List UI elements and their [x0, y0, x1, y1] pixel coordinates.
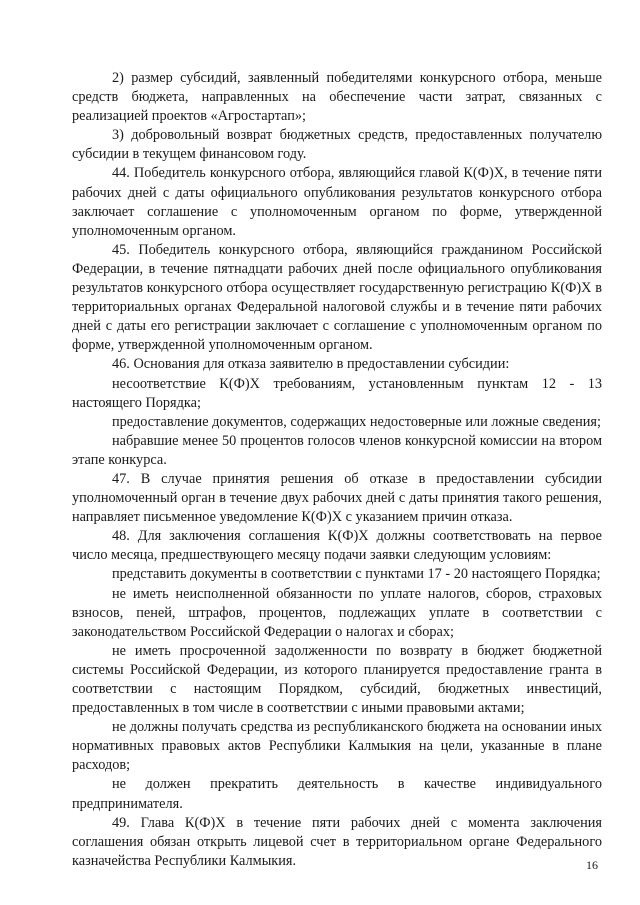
paragraph-47: 47. В случае принятия решения об отказе в предоставлении субсидии уполномоченный орган в течение двух рабочих дней с даты принятия такого решения, направляет письменное уведомление К(Ф)Х с указанием причин отказа. — [72, 470, 602, 526]
paragraph-46-item-2: предоставление документов, содержащих недостоверные или ложные сведения; — [112, 413, 601, 430]
paragraph-48-item-2: не иметь неисполненной обязанности по уплате налогов, сборов, страховых взносов, пеней, штрафов, процентов, подлежащих уплате в соответствии с законодательством Российской Федерации о налогах и сборах; — [72, 585, 602, 640]
paragraph-49: 49. Глава К(Ф)Х в течение пяти рабочих дней с момента заключения соглашения обязан открыть лицевой счет в территориальном органе Федерального казначейства Республики Калмыкия. — [72, 814, 602, 869]
paragraph-48: 48. Для заключения соглашения К(Ф)Х должны соответствовать на первое число месяца, предшествующего месяцу подачи заявки следующим условиям: — [72, 528, 602, 564]
document-body — [72, 69, 602, 871]
paragraph-45: 45. Победитель конкурсного отбора, являющийся гражданином Российской Федерации, в течение пятнадцати рабочих дней после официального опубликования результатов конкурсного отбора осуществляет государственную регистрацию К(Ф)Х в территориальных органах Федеральной налоговой службы и в течение пяти рабочих дней с даты его регистрации заключает с соглашение с уполномоченным органом по форме, утвержденной уполномоченным органом. — [72, 241, 602, 354]
paragraph-48-item-4: не должны получать средства из республиканского бюджета на основании иных нормативных правовых актов Республики Калмыкия на цели, указанные в плане расходов; — [72, 719, 602, 774]
paragraph-48-item-3: не иметь просроченной задолженности по возврату в бюджет бюджетной системы Российской Федерации, из которого планируется предоставление гранта в соответствии с настоящим Порядком, субсидий, бюджетных инвестиций, предоставленных в том числе в соответствии с иными правовыми актами; — [72, 642, 602, 717]
page-number: 16 — [586, 858, 598, 872]
paragraph-46-item-1: несоответствие К(Ф)Х требованиям, установленным пунктам 12 - 13 настоящего Порядка; — [72, 375, 602, 411]
paragraph-voluntary-return: 3) добровольный возврат бюджетных средств, предоставленных получателю субсидии в текущем финансовом году. — [72, 127, 602, 163]
paragraph-48-item-5: не должен прекратить деятельность в качестве индивидуального предпринимателя. — [72, 776, 602, 812]
paragraph-46-item-3: набравшие менее 50 процентов голосов членов конкурсной комиссии на втором этапе конкурса. — [72, 432, 602, 468]
paragraph-subsidy-amount: 2) размер субсидий, заявленный победителями конкурсного отбора, меньше средств бюджета, направленных на обеспечение части затрат, связанных с реализацией проектов «Агростартап»; — [72, 70, 602, 125]
paragraph-44: 44. Победитель конкурсного отбора, являющийся главой К(Ф)Х, в течение пяти рабочих дней с даты официального опубликования результатов конкурсного отбора заключает соглашение с уполномоченным органом по форме, утвержденной уполномоченным органом. — [72, 165, 602, 239]
paragraph-46: 46. Основания для отказа заявителю в предоставлении субсидии: — [112, 356, 510, 373]
paragraph-48-item-1: представить документы в соответствии с пунктами 17 - 20 настоящего Порядка; — [112, 566, 601, 583]
